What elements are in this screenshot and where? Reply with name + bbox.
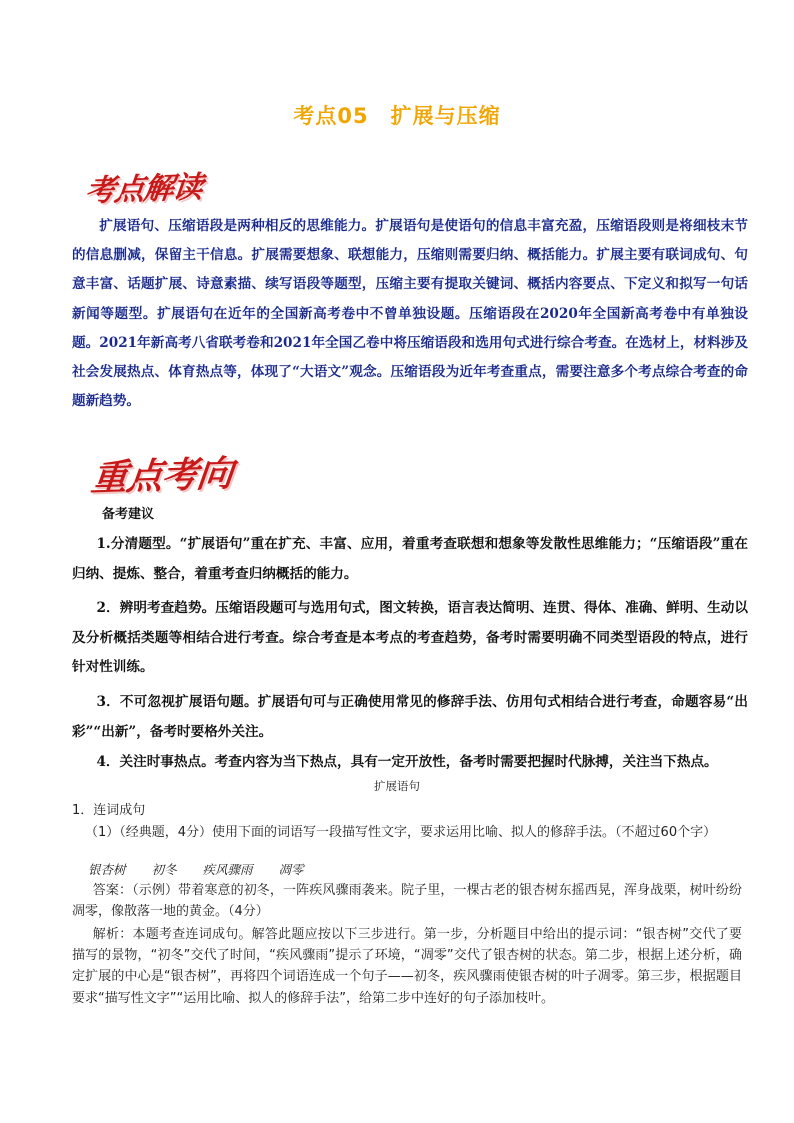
intro-paragraph: 扩展语句、压缩语段是两种相反的思维能力。扩展语句是使语句的信息丰富充盈，压缩语段则是将细枝末节的信息删减，保留主干信息。扩展需要想象、联想能力，压缩则需要归纳、概括能力。扩展主要有联词成句、句意丰富、话题扩展、诗意素描、续写语段等题型，压缩主要有提取关键词、概括内容要点、下定义和拟写一句话新闻等题型。扩展语句在近年的全国新高考卷中不曾单独设题。压缩语段在2020年全国新高考卷中有单独设题。2021年新高考八省联考卷和2021年全国乙卷中将压缩语段和选用句式进行综合考查。在选材上，材料涉及社会发展热点、体育热点等，体现了“大语文”观念。压缩语段为近年考查重点，需要注意多个考点综合考查的命题新趋势。 bbox=[72, 218, 748, 410]
tip-paragraph-2: 2．辨明考查趋势。压缩语段题可与选用句式，图文转换，语言表达简明、连贯、得体、准确、鲜明、生动以及分析概括类题等相结合进行考查。综合考查是本考点的考查趋势，备考时需要明确不同类型语段的特点，进行针对性训练。 bbox=[72, 600, 748, 675]
subheading: 扩展语句 bbox=[374, 779, 420, 793]
page-title: 考点05 扩展与压缩 bbox=[293, 104, 501, 128]
keyword-list bbox=[88, 860, 320, 878]
tip-paragraph-3: 3．不可忽视扩展语句题。扩展语句可与正确使用常见的修辞手法、仿用句式相结合进行考查，命题容易“出彩”“出新”，备考时要格外关注。 bbox=[72, 694, 748, 740]
tip-paragraph-1: 1.分清题型。“扩展语句”重在扩充、丰富、应用，着重考查联想和想象等发散性思维能力；“压缩语段”重在归纳、提炼、整合，着重考查归纳概括的能力。 bbox=[72, 536, 748, 582]
section-logo-zhongdian-kaoxiang: 重点考向 bbox=[89, 452, 235, 500]
keyword: 初冬 bbox=[151, 862, 177, 877]
analysis-paragraph: 解析：本题考查连词成句。解答此题应按以下三步进行。第一步，分析题目中给出的提示词：“银杏树”交代了要描写的景物，“初冬”交代了时间，“疾风骤雨”提示了环境，“凋零”交代了银杏树的状态。第二步，根据上述分析，确定扩展的中心是“银杏树”，再将四个词语连成一个句子——初冬，疾风骤雨使银杏树的叶子凋零。第三步，根据题目要求“描写性文字”“运用比喻、拟人的修辞手法”，给第二步中连好的句子添加枝叶。 bbox=[72, 927, 742, 1006]
keyword: 疾风骤雨 bbox=[202, 862, 253, 877]
section-logo-kaodian-jiedu: 考点解读 bbox=[83, 169, 204, 210]
tip-paragraph-4: 4．关注时事热点。考查内容为当下热点，具有一定开放性，备考时需要把握时代脉搏，关注当下热点。 bbox=[96, 754, 718, 770]
keyword: 银杏树 bbox=[88, 862, 126, 877]
answer-paragraph: 答案：（示例）带着寒意的初冬，一阵疾风骤雨袭来。院子里，一棵古老的银杏树东摇西晃，浑身战栗，树叶纷纷凋零，像散落一地的黄金。（4分） bbox=[72, 883, 742, 920]
keyword: 凋零 bbox=[278, 862, 304, 877]
prep-label: 备考建议 bbox=[102, 507, 155, 522]
question-heading: 1．连词成句 bbox=[72, 803, 146, 818]
question-prompt: （1）（经典题，4分）使用下面的词语写一段描写性文字，要求运用比喻、拟人的修辞手法。（不超过60个字） bbox=[85, 825, 717, 840]
